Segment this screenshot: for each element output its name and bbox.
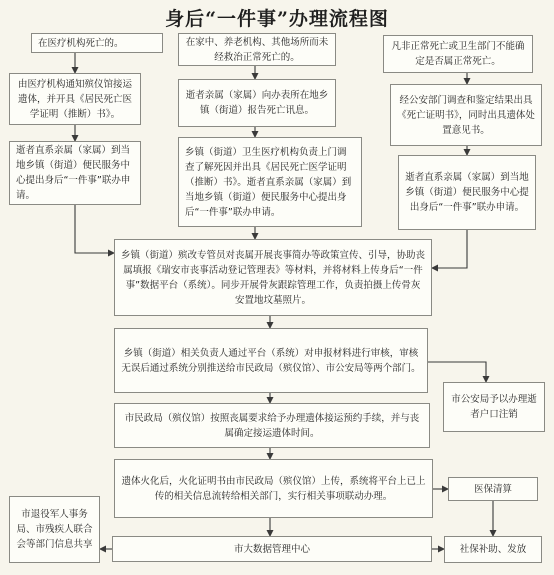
node-cremation: 遗体火化后，火化证明书由市民政局（殡仪馆）上传，系统将平台上已上传的相关信息流转给相关部门，实行相关事项联动办理。 [114,459,433,518]
node-big-data: 市大数据管理中心 [112,536,432,562]
node-hospital-death: 在医疗机构死亡的。 [31,33,163,53]
node-hospital-notify: 由医疗机构通知殡仪馆接运遗体，并开具《居民死亡医学证明（推断）书》。 [9,73,141,125]
arrow-platform-to-police-cancel [428,362,486,382]
node-health-center: 乡镇（街道）卫生医疗机构负责上门调查了解死因并出具《居民死亡医学证明（推断）书》。逝者直系亲属（家属）到当地乡镇（街道）便民服务中心提出身后“一件事”联办申请。 [178,137,362,227]
node-veterans: 市退役军人事务局、市残疾人联合会等部门信息共享 [9,496,100,563]
node-apply-right: 逝者直系亲属（家属）到当地乡镇（街道）便民服务中心提出身后“一件事”联办申请。 [398,155,536,230]
node-police-investigate: 经公安部门调查和鉴定结果出具《死亡证明书》，同时出具遗体处置意见书。 [390,84,542,146]
page-title: 身后“一件事”办理流程图 [165,8,389,30]
node-funeral-staff: 乡镇（街道）殡改专管员对丧属开展丧事简办等政策宣传、引导，协助丧属填报《瑞安市丧事活动登记管理表》等材料，并将材料上传身后“一件事”数据平台（系统）。同步开展骨灰跟踪管理工作，负责拍摄上传骨灰安置地坟墓照片。 [114,239,432,316]
node-apply-left: 逝者直系亲属（家属）到当地乡镇（街道）便民服务中心提出身后“一件事”联办申请。 [9,141,141,205]
node-home-death: 在家中、养老机构、其他场所而未经救治正常死亡的。 [178,33,336,66]
node-medical-insurance: 医保清算 [448,477,538,501]
node-police-cancel: 市公安局予以办理逝者户口注销 [443,382,545,432]
node-social-security: 社保补助、发放 [444,536,542,563]
node-platform-push: 乡镇（街道）相关负责人通过平台（系统）对申报材料进行审核，审核无误后通过系统分别推送给市民政局（殡仪馆）、市公安局等两个部门。 [114,328,428,393]
arrow-apply-left-to-staff [75,205,114,253]
node-civil-affairs: 市民政局（殡仪馆）按照丧属要求给予办理遗体接运预约手续，并与丧属确定接运遗体时间。 [114,403,430,448]
node-abnormal-death: 凡非正常死亡或卫生部门不能确定是否属正常死亡。 [383,35,533,73]
node-family-report: 逝者亲属（家属）向办表所在地乡镇（街道）报告死亡讯息。 [178,79,336,127]
arrow-apply-right-to-staff [432,230,467,268]
